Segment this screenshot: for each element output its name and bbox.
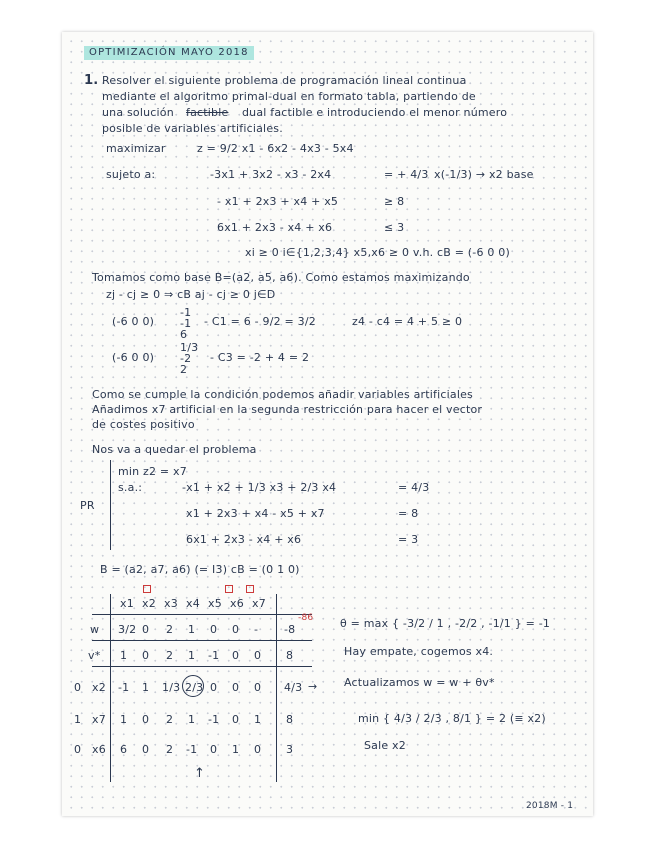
problem-line-3a: una solución bbox=[102, 106, 174, 119]
tableau-cell: - bbox=[254, 623, 259, 636]
analysis-line-6: Nos va a quedar el problema bbox=[92, 443, 257, 456]
tableau-row-label: w bbox=[90, 623, 100, 636]
tableau-cell: 2 bbox=[166, 649, 174, 662]
tableau-header: x2 bbox=[142, 597, 156, 610]
tableau-left: 0 bbox=[74, 743, 82, 756]
calc-1-result: - C1 = 6 - 9/2 = 3/2 bbox=[204, 315, 316, 328]
tableau-row-label: v* bbox=[88, 649, 101, 662]
pr-row-3: 6x1 + 2x3 - x4 + x6 bbox=[186, 533, 302, 546]
tableau-cell: 0 bbox=[210, 623, 218, 636]
pr-row-2: x1 + 2x3 + x4 - x5 + x7 bbox=[186, 507, 325, 520]
max-label: maximizar bbox=[106, 142, 166, 155]
analysis-line-2: zj - cj ≥ 0 ⇒ cB aj - cj ≥ 0 j∈D bbox=[106, 288, 276, 301]
tableau-cell: 0 bbox=[142, 649, 150, 662]
pr-sa: s.a.: bbox=[118, 481, 143, 494]
tableau-cell: 1 bbox=[232, 743, 240, 756]
pr-row-2-rhs: = 8 bbox=[398, 507, 419, 520]
constraint-3: 6x1 + 2x3 - x4 + x6 bbox=[217, 221, 333, 234]
pr-row-3-rhs: = 3 bbox=[398, 533, 419, 546]
constraint-1-rhs: = + 4/3 bbox=[384, 168, 429, 181]
analysis-line-4: Añadimos x7 artificial en la segunda restricción para hacer el vector bbox=[92, 403, 483, 416]
tableau-cell: 0 bbox=[254, 743, 262, 756]
tableau-rhs: 8 bbox=[286, 649, 294, 662]
tableau-cell: 1 bbox=[188, 623, 196, 636]
constraint-1-note: x(-1/3) → x2 base bbox=[434, 168, 534, 181]
tableau-header: x3 bbox=[164, 597, 178, 610]
update-note: Actualizamos w = w + θv* bbox=[344, 676, 495, 689]
constraint-2-rhs: ≥ 8 bbox=[384, 195, 405, 208]
pr-label: PR bbox=[80, 499, 95, 512]
pr-min: min z2 = x7 bbox=[118, 465, 187, 478]
tableau-row-label: x2 bbox=[92, 681, 106, 694]
tableau-header: x4 bbox=[186, 597, 200, 610]
tableau-cell: 0 bbox=[142, 743, 150, 756]
arrow-up-icon: ↑ bbox=[194, 766, 206, 781]
arrow-right-icon: → bbox=[308, 680, 318, 693]
tableau-cell: 2/3 bbox=[185, 681, 204, 694]
notebook-page bbox=[62, 32, 593, 816]
tableau-cell: 2 bbox=[166, 623, 174, 636]
tableau-cell: 0 bbox=[232, 623, 240, 636]
min-ratio: min { 4/3 / 2/3 , 8/1 } = 2 (≡ x2) bbox=[358, 712, 546, 725]
marker-box bbox=[143, 585, 151, 593]
tableau-cell: -1 bbox=[208, 649, 220, 662]
tableau-cell: 0 bbox=[142, 623, 150, 636]
tableau-cell: 2 bbox=[166, 743, 174, 756]
tableau-rule bbox=[110, 594, 111, 782]
analysis-line-3: Como se cumple la condición podemos añadir variables artificiales bbox=[92, 388, 473, 401]
cost-basis: cB = (-6 0 0) bbox=[437, 246, 510, 259]
constraint-2: - x1 + 2x3 + x4 + x5 bbox=[217, 195, 339, 208]
analysis-line-5: de costes positivo bbox=[92, 418, 195, 431]
calc-1-row: (-6 0 0) bbox=[112, 315, 155, 328]
pr-row-1-rhs: = 4/3 bbox=[398, 481, 430, 494]
tableau-cell: 0 bbox=[210, 743, 218, 756]
tableau-cell: 1 bbox=[188, 649, 196, 662]
pr-row-1: -x1 + x2 + 1/3 x3 + 2/3 x4 bbox=[182, 481, 337, 494]
tableau-left: 0 bbox=[74, 681, 82, 694]
calc-2-vector: 1/3 -2 2 bbox=[180, 341, 199, 376]
problem-line-1: Resolver el siguiente problema de programación lineal continua bbox=[102, 74, 467, 87]
problem-line-3-strike: factible bbox=[186, 106, 229, 119]
tableau-left: 1 bbox=[74, 713, 82, 726]
page-title: OPTIMIZACIÓN MAYO 2018 bbox=[84, 46, 254, 60]
tableau-cell: -1 bbox=[208, 713, 220, 726]
subject-label: sujeto a: bbox=[106, 168, 156, 181]
marker-box bbox=[246, 585, 254, 593]
tableau-header: x7 bbox=[252, 597, 266, 610]
tableau-cell: 0 bbox=[254, 649, 262, 662]
problem-line-2: mediante el algoritmo primal-dual en formato tabla, partiendo de bbox=[102, 90, 476, 103]
nonnegativity: xi ≥ 0 i∈{1,2,3,4} x5,x6 ≥ 0 v.h. bbox=[245, 246, 434, 259]
tableau-cell: 0 bbox=[254, 681, 262, 694]
tableau-cell: 1 bbox=[142, 681, 150, 694]
tableau-rule bbox=[92, 666, 312, 667]
tableau-cell: 6 bbox=[120, 743, 128, 756]
tableau-cell: 1 bbox=[254, 713, 262, 726]
tableau-row-label: x6 bbox=[92, 743, 106, 756]
tableau-cell: 0 bbox=[232, 649, 240, 662]
tableau-row-label: x7 bbox=[92, 713, 106, 726]
objective: z = 9/2 x1 - 6x2 - 4x3 - 5x4 bbox=[197, 142, 354, 155]
marker-box bbox=[225, 585, 233, 593]
tableau-rhs: 8 bbox=[286, 713, 294, 726]
basis-2: B = (a2, a7, a6) (= I3) cB = (0 1 0) bbox=[100, 563, 300, 576]
tableau-rule bbox=[92, 640, 312, 641]
tableau-cell: 0 bbox=[210, 681, 218, 694]
page-number: 2018M - 1 bbox=[526, 801, 574, 811]
tableau-rule bbox=[92, 614, 312, 615]
problem-line-4: posible de variables artificiales. bbox=[102, 122, 283, 135]
problem-line-3b: dual factible e introduciendo el menor número bbox=[242, 106, 508, 119]
tableau-header: x1 bbox=[120, 597, 134, 610]
constraint-1: -3x1 + 3x2 - x3 - 2x4 bbox=[210, 168, 332, 181]
theta-computation: θ = max { -3/2 / 1 , -2/2 , -1/1 } = -1 bbox=[340, 617, 551, 630]
tableau-cell: 0 bbox=[142, 713, 150, 726]
leaving-variable: Sale x2 bbox=[364, 739, 406, 752]
calc-2-row: (-6 0 0) bbox=[112, 351, 155, 364]
tie-note: Hay empate, cogemos x4. bbox=[344, 645, 494, 658]
tableau-cell: 1 bbox=[120, 713, 128, 726]
tableau-cell: -1 bbox=[186, 743, 198, 756]
tableau-cell: 0 bbox=[232, 713, 240, 726]
tableau-cell: -1 bbox=[118, 681, 130, 694]
red-annotation: -86 bbox=[298, 613, 314, 623]
constraint-3-rhs: ≤ 3 bbox=[384, 221, 405, 234]
tableau-cell: 1/3 bbox=[162, 681, 181, 694]
tableau-cell: 1 bbox=[120, 649, 128, 662]
tableau-rhs: 3 bbox=[286, 743, 294, 756]
tableau-header: x6 bbox=[230, 597, 244, 610]
tableau-rhs: -8 bbox=[284, 623, 296, 636]
problem-number: 1. bbox=[84, 73, 99, 88]
tableau-cell: 2 bbox=[166, 713, 174, 726]
calc-2-result: - C3 = -2 + 4 = 2 bbox=[210, 351, 310, 364]
calc-1-vector: -1 -1 6 bbox=[180, 306, 192, 341]
pr-brace bbox=[110, 460, 111, 550]
calc-1-z: z4 - c4 = 4 + 5 ≥ 0 bbox=[352, 315, 463, 328]
analysis-line-1: Tomamos como base B=(a2, a5, a6). Como estamos maximizando bbox=[92, 271, 470, 284]
tableau-rhs: 4/3 bbox=[284, 681, 303, 694]
tableau-header: x5 bbox=[208, 597, 222, 610]
tableau-cell: 1 bbox=[188, 713, 196, 726]
tableau-cell: 3/2 bbox=[118, 623, 137, 636]
tableau-cell: 0 bbox=[232, 681, 240, 694]
tableau-rule bbox=[276, 594, 277, 782]
